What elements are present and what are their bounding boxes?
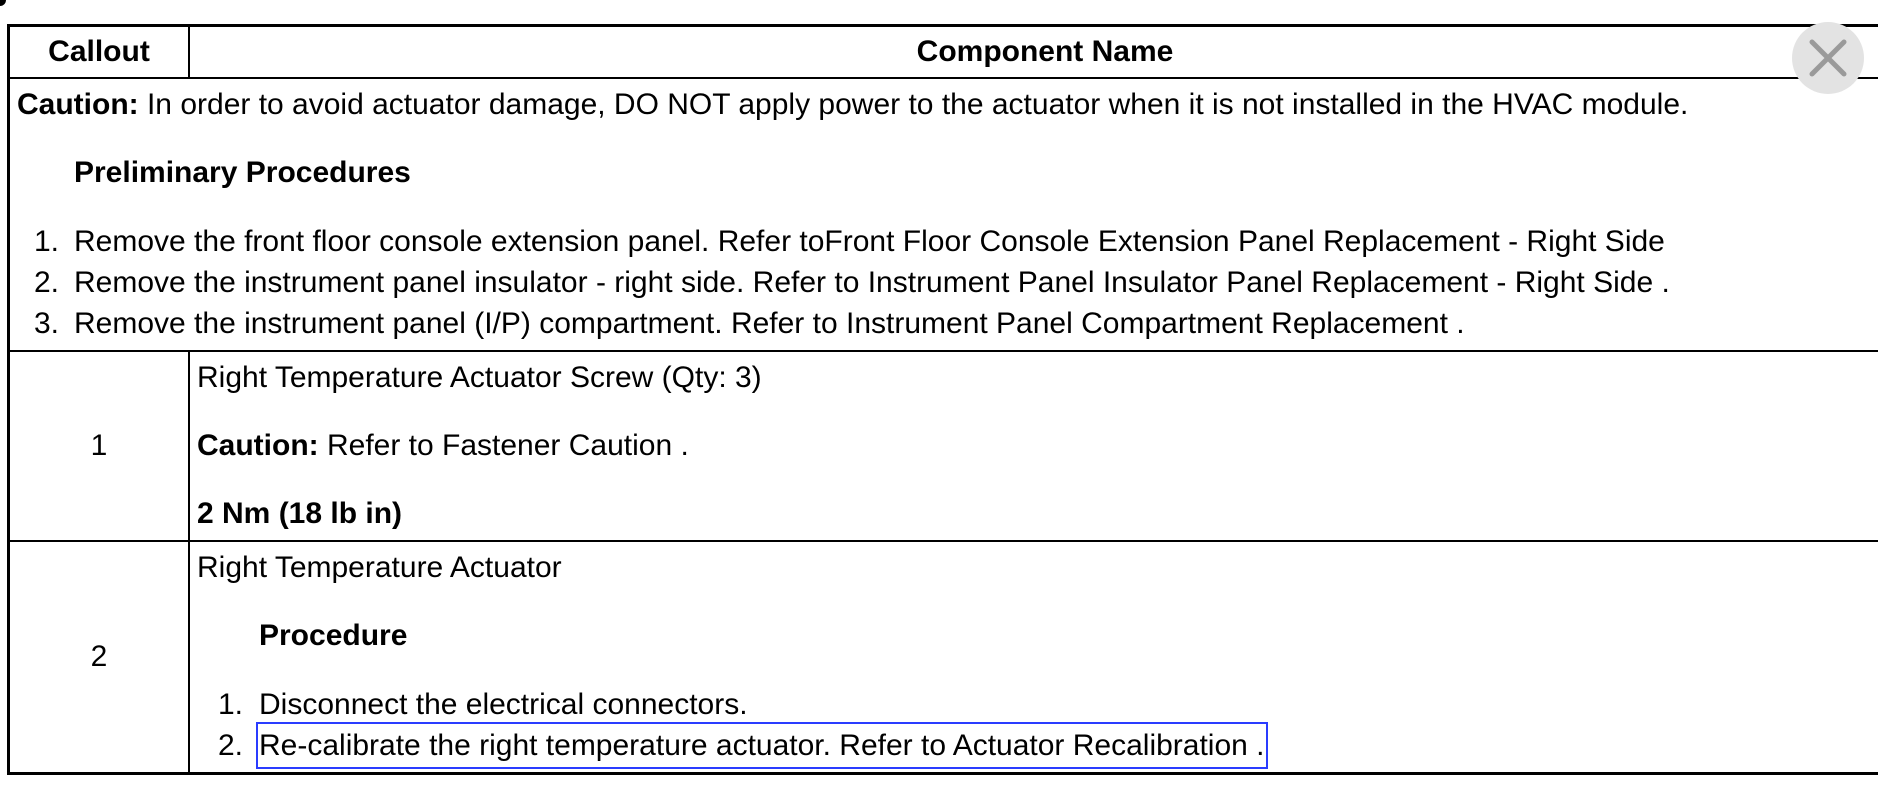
caution-label: Caution: [17, 88, 139, 121]
close-icon [1806, 36, 1850, 80]
caution-text: In order to avoid actuator damage, DO NOT apply power to the actuator when it is not installed in the HVAC module. [138, 88, 1689, 121]
procedure-title: Procedure [259, 619, 408, 652]
fastener-caution: Caution: Refer to Fastener Caution . [197, 429, 689, 462]
recalibration-link[interactable]: Re-calibrate the right temperature actuator. Refer to Actuator Recalibration . [259, 725, 1265, 766]
callout-number: 2 [10, 541, 189, 772]
list-item[interactable]: 2. Re-calibrate the right temperature actuator. Refer to Actuator Recalibration . [197, 725, 1878, 766]
table-row [10, 541, 1878, 772]
component-name: Right Temperature Actuator [197, 551, 562, 584]
callout-number: 1 [10, 351, 189, 541]
intro-caution [17, 85, 1878, 125]
list-item: 1. Remove the front floor console extension panel. Refer toFront Floor Console Extension Panel Replacement - Right Side [33, 225, 1665, 258]
component-table-frame [7, 24, 1878, 775]
table-row [10, 351, 1878, 541]
intro-cell [10, 78, 1878, 351]
component-cell [189, 351, 1878, 541]
list-item: 3. Remove the instrument panel (I/P) compartment. Refer to Instrument Panel Compartment Replacement . [33, 307, 1465, 340]
list-item: 1. Disconnect the electrical connectors. [217, 688, 748, 721]
intro-row [10, 78, 1878, 351]
procedure-steps [197, 684, 1878, 766]
preliminary-title: Preliminary Procedures [74, 156, 411, 189]
table-header-row [10, 27, 1878, 78]
preliminary-steps [17, 221, 1878, 344]
component-cell [189, 541, 1878, 772]
header-callout: Callout [10, 27, 189, 78]
component-name: Right Temperature Actuator Screw (Qty: 3) [197, 361, 762, 394]
torque-spec: 2 Nm (18 lb in) [197, 497, 403, 530]
close-button[interactable] [1792, 22, 1864, 94]
window-corner [0, 0, 6, 6]
component-table [10, 27, 1878, 772]
header-component-name: Component Name [189, 27, 1878, 78]
list-item: 2. Remove the instrument panel insulator - right side. Refer to Instrument Panel Insulator Panel Replacement - Right Side . [33, 266, 1670, 299]
